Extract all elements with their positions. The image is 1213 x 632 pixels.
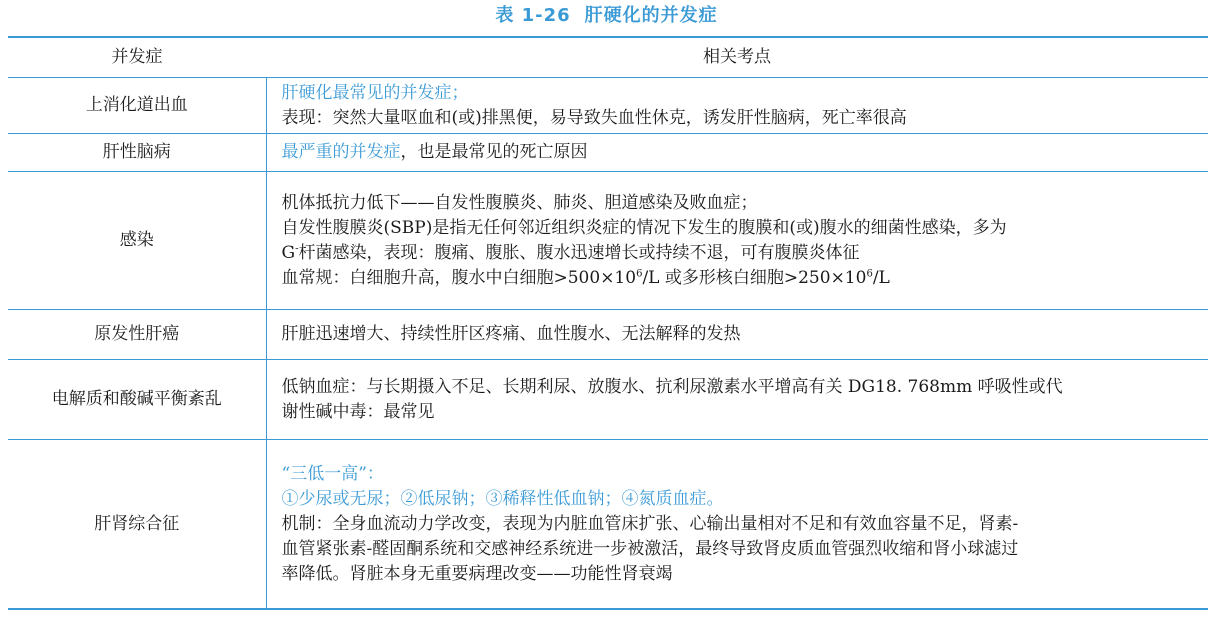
highlight-text: 最严重的并发症: [281, 142, 401, 162]
key-points-cell: [266, 360, 1208, 440]
superscript: -: [295, 242, 299, 254]
complication-name: 原发性肝癌: [8, 310, 266, 360]
plain-text: /L: [872, 267, 890, 288]
superscript: 6: [866, 267, 873, 279]
key-point-line: 自发性腹膜炎(SBP)是指无任何邻近组织炎症的情况下发生的腹膜和(或)腹水的细菌性感染，多为: [281, 217, 1007, 238]
key-point-line: 机体抵抗力低下——自发性腹膜炎、肺炎、胆道感染及败血症；: [281, 192, 758, 213]
table-number: 表 1-26: [495, 5, 571, 26]
key-points-cell: [266, 310, 1208, 360]
key-point-line: [282, 241, 1197, 266]
key-point-line: “三低一高”：: [281, 463, 384, 484]
key-point-line: 肝硬化最常见的并发症；: [281, 82, 469, 103]
complication-name: 上消化道出血: [8, 78, 266, 134]
complication-name: 肝肾综合征: [8, 440, 266, 610]
key-point-line: [282, 266, 1197, 291]
complication-name: 肝性脑病: [8, 134, 266, 172]
plain-text: 杆菌感染，表现：腹痛、腹胀、腹水迅速增长或持续不退，可有腹膜炎体征: [298, 242, 860, 263]
complication-name: 电解质和酸碱平衡紊乱: [8, 360, 266, 440]
key-point-line: 谢性碱中毒：最常见: [281, 401, 435, 422]
key-point-line: 血管紧张素-醛固酮系统和交感神经系统进一步被激活，最终导致肾皮质血管强烈收缩和肾小球滤过: [281, 538, 1019, 559]
table-row: [8, 360, 1208, 440]
complication-name: 感染: [8, 172, 266, 310]
key-points-cell: [266, 78, 1208, 134]
key-point-line: ①少尿或无尿；②低尿钠；③稀释性低血钠；④氮质血症。: [281, 488, 724, 509]
table-caption: [0, 3, 1213, 29]
superscript: 6: [636, 267, 643, 279]
plain-text: ，也是最常见的死亡原因: [400, 142, 588, 162]
key-point-line: 率降低。肾脏本身无重要病理改变——功能性肾衰竭: [281, 563, 673, 584]
complications-table: [8, 36, 1208, 610]
plain-text: G: [281, 242, 296, 263]
table-row: [8, 172, 1208, 310]
key-point-line: 肝脏迅速增大、持续性肝区疼痛、血性腹水、无法解释的发热: [281, 324, 741, 344]
key-point-line: 低钠血症：与长期摄入不足、长期利尿、放腹水、抗利尿激素水平增高有关 DG18. 768mm 呼吸性或代: [281, 376, 1063, 397]
plain-text: 血常规：白细胞升高，腹水中白细胞>500×10: [281, 267, 637, 288]
table-row: [8, 440, 1208, 610]
table-row: [8, 134, 1208, 172]
header-key-points: 相关考点: [266, 37, 1208, 78]
key-points-cell: [266, 172, 1208, 310]
key-points-cell: [266, 134, 1208, 172]
key-point-line: [282, 140, 1197, 165]
table-row: [8, 78, 1208, 134]
table-title: 肝硬化的并发症: [584, 5, 718, 26]
key-point-line: 表现：突然大量呕血和(或)排黑便，易导致失血性休克，诱发肝性脑病，死亡率很高: [281, 107, 907, 128]
plain-text: /L 或多形核白细胞>250×10: [642, 267, 867, 288]
header-complication: 并发症: [8, 37, 266, 78]
key-points-cell: [266, 440, 1208, 610]
key-point-line: 机制：全身血流动力学改变，表现为内脏血管床扩张、心输出量相对不足和有效血容量不足，肾素-: [281, 513, 1019, 534]
table-row: [8, 310, 1208, 360]
table-header-row: [8, 37, 1208, 78]
